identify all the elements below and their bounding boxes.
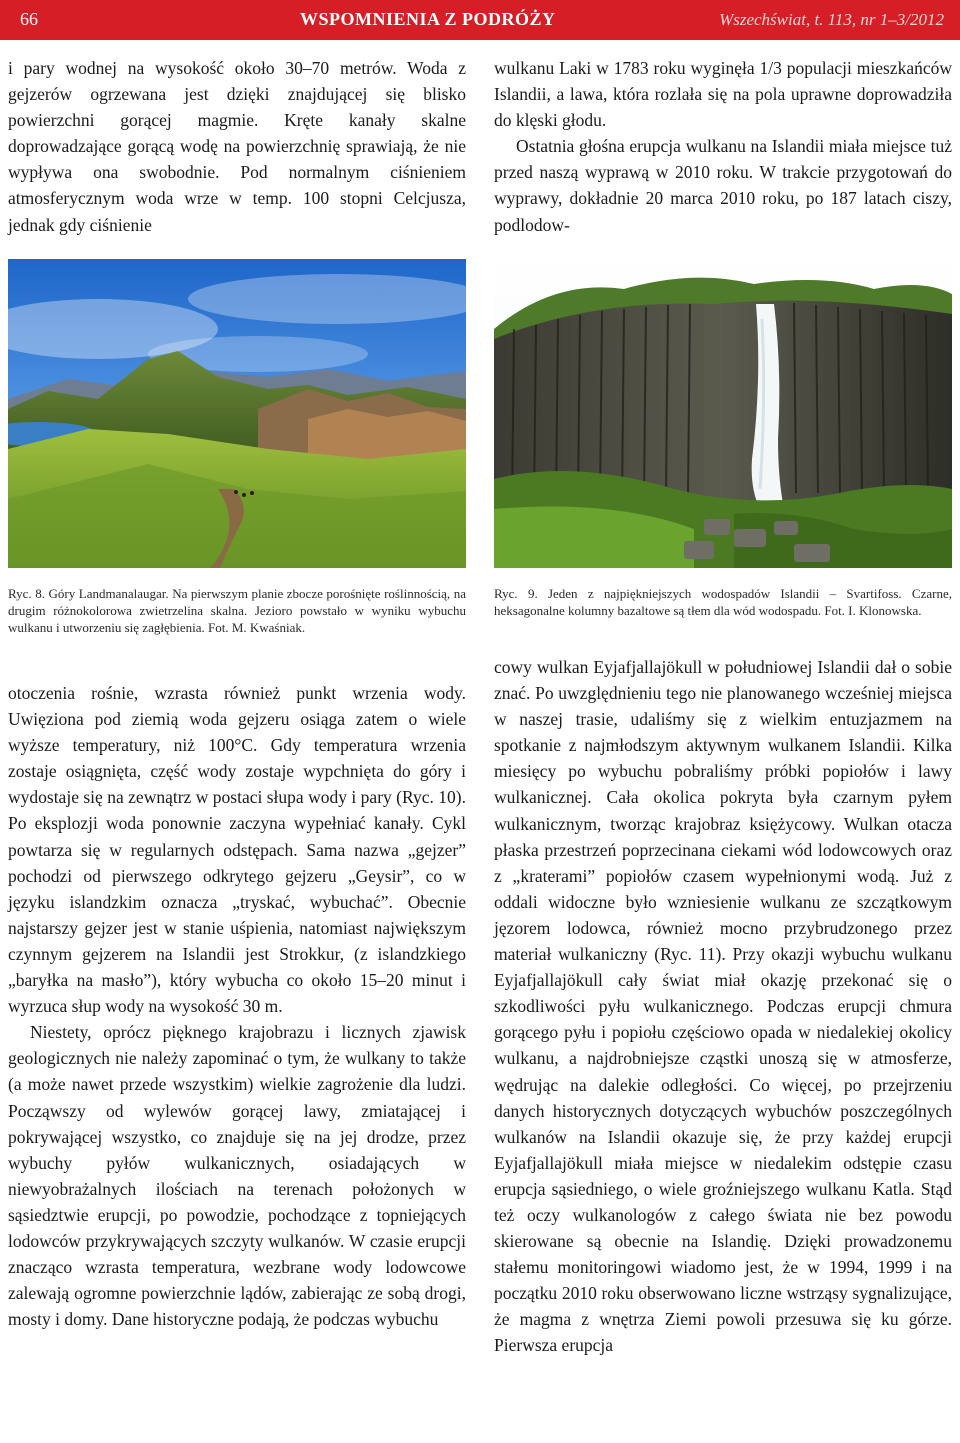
paragraph: cowy wulkan Eyjafjallajökull w południowej Islandii dał o sobie znać. Po uwzględnieniu tego nie planowanego wcześniej miejsca w naszej trasie, udaliśmy się z wielkim entuzjazmem na spotkanie z najmłodszym aktywnym wulkanem Islandii. Kilka miesięcy po wybuchu pobraliśmy próbki popiołów i lawy wulkanicznej. Cała okolica pokryta była czarnym pyłem wulkanicznym, tworząc krajobraz księżycowy. Wulkan otacza płaska przestrzeń poprzecinana ciekami wód lodowcowych oraz z „kraterami” popiołów czasem wypełnionymi wodą. Już z oddali widoczne było wzniesienie wulkanu ze szczątkowym jęzorem lodowca, również mocno przybrudzonego przez materiał wulkaniczny (Ryc. 11). Przy okazji wybuchu wulkanu Eyjafjallajökull cały świat miał okazję przekonać się o szkodliwości pyłu wulkanicznego. Podczas erupcji chmura gorącego pyłu i popiołu częściowo opada w niedalekiej okolicy wulkanu, a najdrobniejsze cząstki unoszą się w atmosferze, wędrując na dalekie odległości. Co więcej, po przejrzeniu danych historycznych dotyczących wybuchów poszczególnych wulkanów na Islandii okazuje się, że przy każdej erupcji Eyjafjallajökull miała miejsce w niedalekim odstępie czasu erupcja sąsiedniego, o wiele groźniejszego wulkanu Katla. Stąd też oczy wulkanologów z całego świata nie bez powodu skierowane są obecnie na Islandię. Dzięki prowadzonemu stałemu monitoringowi wiadomo jest, że w 1994, 1999 i na początku 2010 roku obserwowano liczne wstrząsy sygnalizujące, że magma z wnętrza Ziemi powoli przesuwa się ku górze. Pierwsza erupcja — [494, 657, 952, 1356]
figure-8-landscape-photo — [8, 259, 466, 568]
column-left-top — [8, 55, 466, 238]
column-right-bottom — [494, 654, 952, 1359]
column-left-bottom — [8, 680, 466, 1332]
column-right-top — [494, 55, 952, 238]
figure-9-waterfall-photo — [494, 259, 952, 568]
paragraph: Ostatnia głośna erupcja wulkanu na Islandii miała miejsce tuż przed naszą wyprawą w 2010 roku. W trakcie przygotowań do wyprawy, dokładnie 20 marca 2010 roku, po 187 latach ciszy, podlodow- — [494, 136, 952, 235]
page-header — [0, 0, 960, 40]
section-title: WSPOMNIENIA Z PODRÓŻY — [300, 9, 556, 29]
paragraph: wulkanu Laki w 1783 roku wyginęła 1/3 populacji mieszkańców Islandii, a lawa, która rozlała się na pola uprawne doprowadziła do klęski głodu. — [494, 58, 952, 131]
paragraph: otoczenia rośnie, wzrasta również punkt wrzenia wody. Uwięziona pod ziemią woda gejzeru osiąga zatem o wiele wyższe temperatury, niż 100°C. Gdy temperatura wrzenia zostaje osiągnięta, część wody zostaje wypchnięta do góry i wydostaje się na zewnątrz w postaci słupa wody i pary (Ryc. 10). Po eksplozji woda ponownie zaczyna wypełniać kanały. Cykl powtarza się w regularnych odstępach. Sama nazwa „gejzer” pochodzi od pierwszego odkrytego gejzeru „Geysir”, co w języku islandzkim oznacza „tryskać, wybuchać”. Obecnie najstarszy gejzer jest w stanie uśpienia, natomiast największym czynnym gejzerem na Islandii jest Strokkur, (z islandzkiego „baryłka na masło”), który wybucha co około 15–20 minut i wyrzuca słup wody na wysokość 30 m. — [8, 683, 466, 1017]
figure-9-caption: Ryc. 9. Jeden z najpiękniejszych wodospadów Islandii – Svartifoss. Czarne, heksagonalne kolumny bazaltowe są tłem dla wód wodospadu. Fot. I. Klonowska. — [494, 586, 952, 618]
paragraph: i pary wodnej na wysokość około 30–70 metrów. Woda z gejzerów ogrzewana jest dzięki znajdującej się blisko powierzchni gorącej magmie. Kręte kanały skalne doprowadzające gorącą wodę na powierzchnię sprawiają, że nie wypływa ona swobodnie. Pod normalnym ciśnieniem atmosferycznym woda wrze w temp. 100 stopni Celcjusza, jednak gdy ciśnienie — [8, 58, 466, 235]
journal-reference: Wszechświat, t. 113, nr 1–3/2012 — [719, 10, 944, 29]
figure-8-caption: Ryc. 8. Góry Landmanalaugar. Na pierwszym planie zbocze porośnięte roślinnością, na drugim różnokolorowa zwietrzelina skalna. Jezioro powstało w wyniku wybuchu wulkanu i utworzeniu się zagłębienia. Fot. M. Kwaśniak. — [8, 586, 466, 635]
page-number: 66 — [20, 9, 38, 29]
paragraph: Niestety, oprócz pięknego krajobrazu i licznych zjawisk geologicznych nie należy zapominać o tym, że wulkany to także (a może nawet przede wszystkim) wielkie zagrożenie dla ludzi. Począwszy od wylewów gorącej lawy, zmiatającej i pokrywającej wszystko, co znajduje się na jej drodze, przez wybuchy pyłów wulkanicznych, osiadających w niewyobrażalnych ilościach na terenach położonych w sąsiedztwie erupcji, po powodzie, pochodzące z topniejących lodowców przykrywających szczyty wulkanów. W czasie erupcji znacząco wzrasta temperatura, wezbrane wody lodowcowe zalewają ogromne powierzchnie lądów, zabierając ze sobą drogi, mosty i domy. Dane historyczne podają, że podczas wybuchu — [8, 1022, 466, 1330]
